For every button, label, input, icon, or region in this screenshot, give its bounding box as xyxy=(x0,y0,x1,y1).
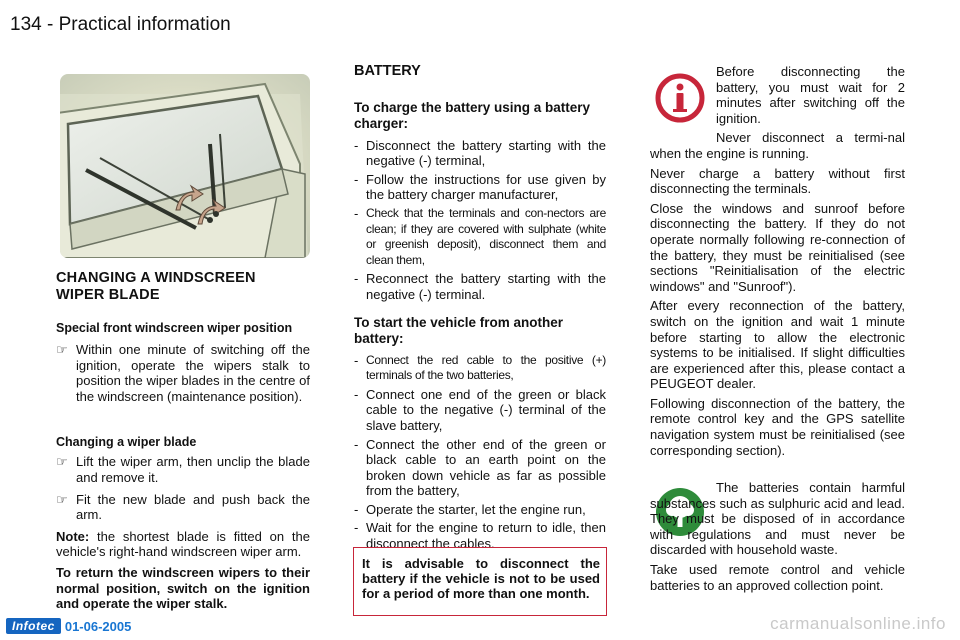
info-paragraph-1: Before disconnecting the battery, you must wait for 2 minutes after switching off the ignition. xyxy=(716,64,905,126)
charge-step-text: Check that the terminals and con-nectors are clean; if they are covered with sulphate (white or greenish deposit), disconnect them and clean them, xyxy=(366,205,606,267)
charge-step: - Check that the terminals and con-nectors are clean; if they are covered with sulphate (white or greenish deposit), disconnect them and clean them, xyxy=(354,205,606,267)
right-column-top xyxy=(650,64,905,458)
special-position-heading: Special front windscreen wiper position xyxy=(56,321,293,335)
changing-step-text: Lift the wiper arm, then unclip the blade and remove it. xyxy=(76,454,310,485)
start-step: - Wait for the engine to return to idle, then disconnect the cables. xyxy=(354,520,606,552)
changing-step-text: Fit the new blade and push back the arm. xyxy=(76,491,310,523)
changing-step-2 xyxy=(56,492,310,523)
charge-step: - Reconnect the battery starting with the negative (-) terminal. xyxy=(354,271,606,302)
changing-step-1 xyxy=(56,454,310,485)
note-paragraph xyxy=(56,529,310,560)
start-step-text: Connect the other end of the green or black cable to an earth point on the broken down vehicle as far as possible from the battery, xyxy=(366,436,606,499)
section-title-wiper: CHANGING A WINDSCREEN WIPER BLADE xyxy=(56,270,256,303)
disconnect-advice-box: It is advisable to disconnect the battery if the vehicle is not to be used for a period of more than one month. xyxy=(353,547,607,616)
start-step: - Connect the other end of the green or black cable to an earth point on the broken down vehicle as far as possible from the battery, xyxy=(354,436,606,499)
right-paragraph-5: After every reconnection of the battery, switch on the ignition and wait 1 minute before starting to allow the electronic systems to be initialised. If slight difficulties are experienced after this, please contact a PEUGEOT dealer. xyxy=(650,298,905,392)
right-paragraph-4: Close the windows and sunroof before disconnecting the battery. If they do not operate normally following re-connection of the battery, they must be reinitialised (see sections "Reinitialisation of the electric windows" and "Sunroof"). xyxy=(650,200,905,294)
charge-steps-list xyxy=(354,138,606,303)
charge-heading: To charge the battery using a battery charger: xyxy=(354,99,591,131)
middle-column xyxy=(354,64,606,552)
start-step-text: Connect the red cable to the positive (+) terminals of the two batteries, xyxy=(366,352,606,383)
header-separator: - xyxy=(46,14,54,35)
note-text: the shortest blade is fitted on the vehicle's right-hand windscreen wiper arm. xyxy=(56,528,310,560)
watermark: carmanualsonline.info xyxy=(770,614,946,633)
right-column-bottom xyxy=(650,480,905,593)
environment-paragraph-2: Take used remote control and vehicle batteries to an approved collection point. xyxy=(650,561,905,593)
start-step: - Connect the red cable to the positive (+) terminals of the two batteries, xyxy=(354,352,606,383)
start-step-text: Connect one end of the green or black cable to the negative (-) terminal of the slave battery, xyxy=(366,386,606,433)
charge-step: - Follow the instructions for use given by the battery charger manufacturer, xyxy=(354,171,606,203)
start-step-text: Wait for the engine to return to idle, then disconnect the cables. xyxy=(366,520,606,552)
left-column xyxy=(56,74,310,612)
special-position-text: Within one minute of switching off the ignition, operate the wipers stalk to position the wiper blades in the centre of the windscreen (maintenance position). xyxy=(76,342,310,404)
charge-step-text: Disconnect the battery starting with the negative (-) terminal, xyxy=(366,137,606,169)
footer xyxy=(6,618,131,634)
start-steps-list xyxy=(354,353,606,552)
charge-step: - Disconnect the battery starting with the negative (-) terminal, xyxy=(354,137,606,169)
footer-date: 01-06-2005 xyxy=(64,618,132,634)
changing-blade-heading: Changing a wiper blade xyxy=(56,435,197,450)
pointing-finger-icon: ☞ xyxy=(56,491,68,507)
windscreen-wiper-illustration xyxy=(60,74,310,258)
pointing-finger-icon: ☞ xyxy=(56,454,68,470)
return-wipers-text: To return the windscreen wipers to their normal position, switch on the ignition and operate the wiper stalk. xyxy=(56,564,310,612)
right-paragraph-3: Never charge a battery without first disconnecting the terminals. xyxy=(650,165,905,197)
special-position-item xyxy=(56,342,310,404)
pointing-finger-icon: ☞ xyxy=(56,342,68,357)
page-number: 134 xyxy=(10,14,42,35)
start-heading: To start the vehicle from another battery: xyxy=(354,314,564,346)
start-step: - Operate the starter, let the engine run, xyxy=(354,502,606,518)
wiper-drawing xyxy=(60,74,310,258)
info-paragraph-2: Never disconnect a termi-nal when the engine is running. xyxy=(650,130,905,161)
page-header xyxy=(10,14,231,36)
start-step-text: Operate the starter, let the engine run, xyxy=(366,501,586,517)
page-title: Practical information xyxy=(58,14,231,35)
right-paragraph-6: Following disconnection of the battery, the remote control key and the GPS satellite navigation system must be reinitialised (see corresponding section). xyxy=(650,395,905,458)
infotec-logo: Infotec xyxy=(6,618,61,634)
note-label: Note: xyxy=(56,528,90,544)
charge-step-text: Reconnect the battery starting with the negative (-) terminal. xyxy=(366,271,606,302)
start-step: - Connect one end of the green or black cable to the negative (-) terminal of the slave battery, xyxy=(354,386,606,433)
environment-paragraph-1: The batteries contain harmful substances such as sulphuric acid and lead. They must be disposed of in accordance with regulations and must never be discarded with household waste. xyxy=(650,480,905,558)
battery-title: BATTERY xyxy=(354,63,421,79)
charge-step-text: Follow the instructions for use given by the battery charger manufacturer, xyxy=(366,171,606,203)
